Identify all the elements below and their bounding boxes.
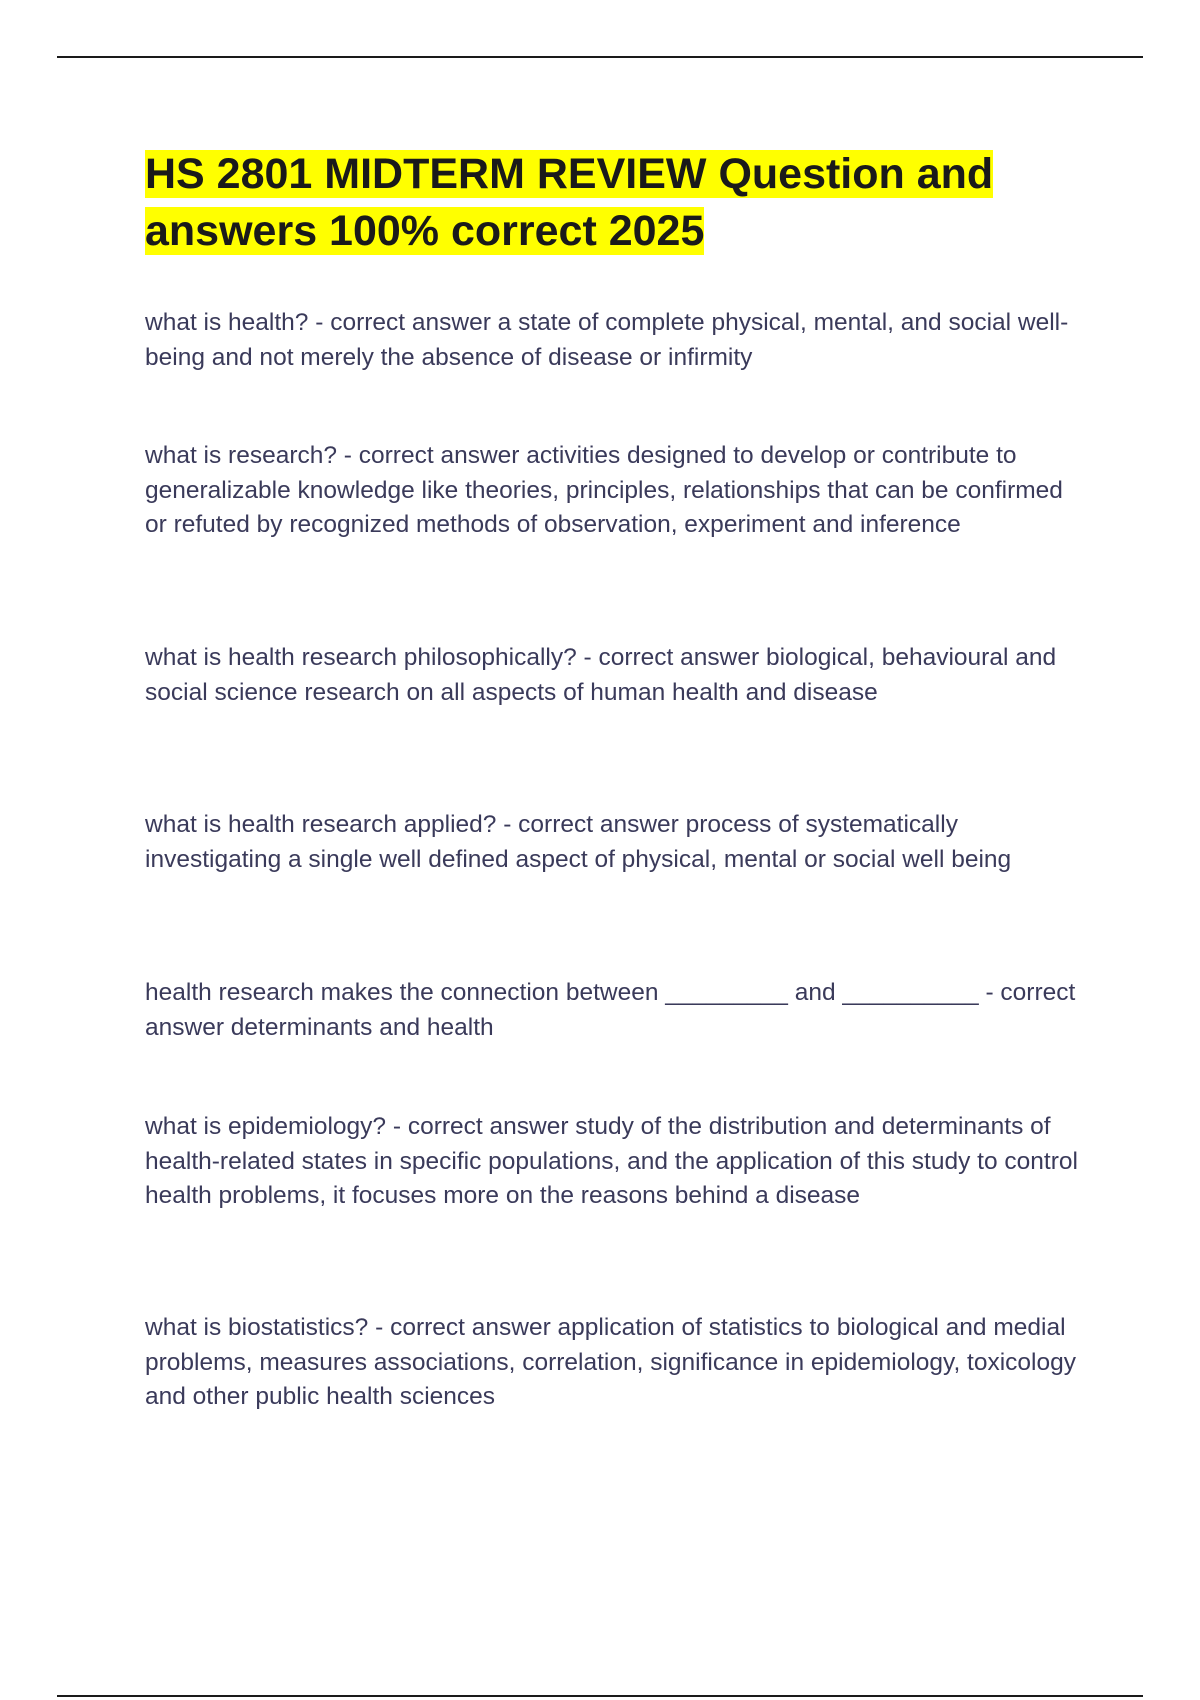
qa-item-health-research-applied: what is health research applied? - correct answer process of systematically investigating a single well defined aspect of physical, mental or social well being (145, 811, 1012, 873)
qa-item-biostatistics: what is biostatistics? - correct answer application of statistics to biological and medial problems, measures associations, correlation, significance in epidemiology, toxicology and other public health sciences (145, 1314, 1076, 1410)
document-title: HS 2801 MIDTERM REVIEW Question and answers 100% correct 2025 (145, 150, 994, 255)
qa-item-health-research-philosophically: what is health research philosophically? - correct answer biological, behavioural and social science research on all aspects of human health and disease (145, 644, 1057, 706)
qa-item-health: what is health? - correct answer a state of complete physical, mental, and social well-being and not merely the absence of disease or infirmity (145, 309, 1069, 371)
qa-item-connection: health research makes the connection between _________ and __________ - correct answer determinants and health (145, 979, 1076, 1041)
top-rule (57, 56, 1143, 58)
title-block (145, 146, 1075, 260)
bottom-rule (57, 1695, 1143, 1697)
qa-item-research: what is research? - correct answer activities designed to develop or contribute to generalizable knowledge like theories, principles, relationships that can be confirmed or refuted by recognized methods of observation, experiment and inference (145, 442, 1063, 538)
qa-item-epidemiology: what is epidemiology? - correct answer study of the distribution and determinants of health-related states in specific populations, and the application of this study to control health problems, it focuses more on the reasons behind a disease (145, 1113, 1078, 1209)
